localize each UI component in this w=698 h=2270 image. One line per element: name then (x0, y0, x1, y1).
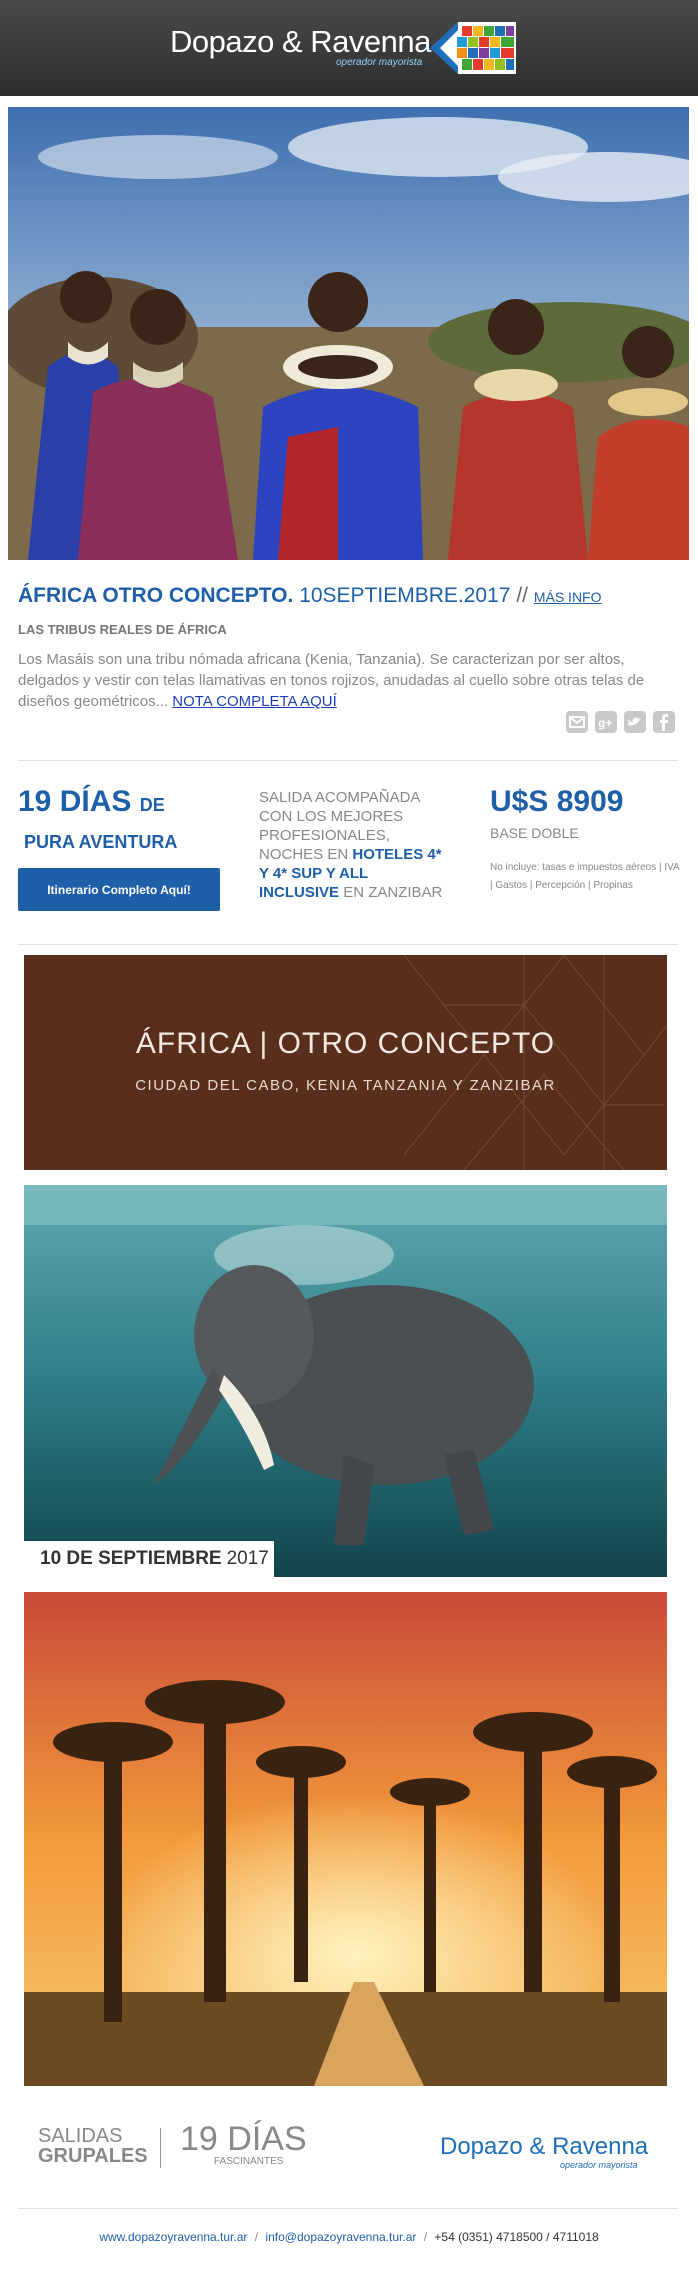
days-suffix: DE (139, 795, 165, 815)
departure-text-2: EN ZANZIBAR (343, 884, 443, 901)
date-tag-year: 2017 (226, 1548, 269, 1569)
full-note-link[interactable]: NOTA COMPLETA AQUÍ (172, 693, 337, 710)
trip-date: 10SEPTIEMBRE.2017 (299, 584, 511, 607)
contact-sep: / (254, 2230, 259, 2244)
salidas-grupales (38, 2126, 148, 2166)
brand-tagline: operador mayorista (336, 57, 423, 68)
baobab-illustration (24, 1592, 667, 2086)
grupales-label: GRUPALES (38, 2145, 148, 2167)
email-share-icon[interactable] (566, 711, 588, 733)
website-link[interactable]: www.dopazoyravenna.tur.ar (99, 2230, 248, 2244)
brand-mosaic-icon (428, 20, 516, 76)
more-info-link[interactable]: MÁS INFO (533, 589, 602, 605)
price-value: U$S 8909 (490, 785, 624, 818)
elephant-illustration (24, 1185, 667, 1577)
departure-text-1: SALIDA ACOMPAÑADA CON LOS MEJORES PROFESIONALES, NOCHES EN (259, 789, 420, 863)
maasai-illustration (8, 107, 689, 560)
google-plus-icon[interactable] (595, 711, 617, 733)
description-text: Los Masáis son una tribu nómada africana (Kenia, Tanzania). Se caracterizan por ser altos, delgados y vestir con telas llamativas en tonos rojizos, anudadas al cuello sobre otras telas de diseños geométricos... (18, 651, 645, 710)
footer-fascinantes: FASCINANTES (214, 2156, 284, 2167)
price-basis: BASE DOBLE (490, 825, 579, 841)
contact-line (0, 2230, 698, 2244)
trip-title: ÁFRICA OTRO CONCEPTO. (18, 584, 294, 607)
email-header (0, 0, 698, 96)
baobab-image[interactable] (24, 1592, 667, 2086)
footer-pipe (160, 2128, 161, 2168)
banner-title: ÁFRICA | OTRO CONCEPTO (135, 1027, 556, 1060)
footer-brand-tagline: operador mayorista (560, 2160, 638, 2170)
phone-number: +54 (0351) 4718500 / 4711018 (434, 2230, 599, 2244)
divider-top (18, 760, 678, 761)
twitter-icon[interactable] (624, 711, 646, 733)
days-value: 19 DÍAS (18, 785, 132, 818)
footer-days: 19 DÍAS (180, 2120, 307, 2158)
divider-bottom (18, 944, 678, 945)
facebook-icon[interactable] (653, 711, 675, 733)
not-included-note: No incluye: tasas e impuestos aéreos | IVA | Gastos | Percepción | Propinas (490, 862, 680, 891)
date-tag-bold: 10 DE SEPTIEMBRE (40, 1548, 222, 1569)
salidas-label: SALIDAS (38, 2125, 123, 2147)
full-itinerary-button[interactable]: Itinerario Completo Aquí! (18, 868, 220, 911)
days-count (18, 785, 165, 819)
elephant-image[interactable] (24, 1185, 667, 1577)
hero-image-maasai[interactable] (8, 107, 689, 560)
email-link[interactable]: info@dopazoyravenna.tur.ar (265, 2230, 417, 2244)
banner-subtitle: CIUDAD DEL CABO, KENIA TANZANIA Y ZANZIBAR (135, 1077, 556, 1094)
trip-description (18, 649, 678, 712)
svg-text:g+: g+ (598, 716, 613, 730)
contact-sep: / (423, 2230, 428, 2244)
trip-title-row (18, 584, 688, 608)
brand-logo-text[interactable]: Dopazo & Ravenna (170, 24, 431, 59)
divider-footer (18, 2208, 678, 2209)
date-tag (24, 1541, 274, 1577)
title-separator: // (516, 584, 528, 607)
departure-info (259, 788, 449, 902)
footer-brand[interactable]: Dopazo & Ravenna (440, 2133, 649, 2160)
concept-banner[interactable] (24, 955, 667, 1170)
triangle-pattern (24, 955, 667, 1170)
trip-subtitle: LAS TRIBUS REALES DE ÁFRICA (18, 622, 227, 637)
departure-hotels: HOTELES 4* Y 4* SUP Y ALL INCLUSIVE (259, 846, 442, 901)
adventure-label: PURA AVENTURA (24, 832, 178, 852)
